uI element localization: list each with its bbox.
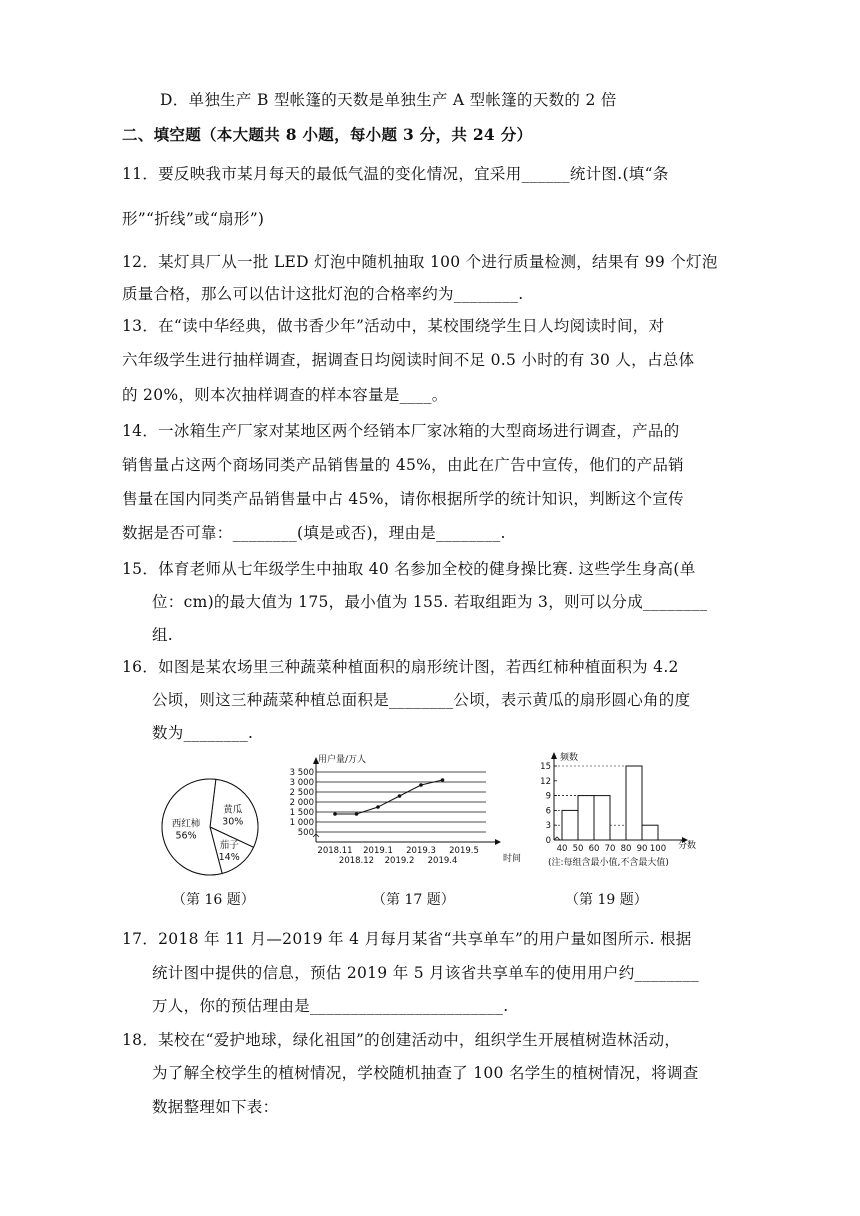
- question-15-line-3: 组.: [152, 626, 174, 644]
- y-tick-label: 1 500: [290, 808, 314, 818]
- caption-fig17: （第 17 题）: [372, 892, 455, 908]
- pie-value-0: 56%: [175, 830, 197, 842]
- caption-fig16: （第 16 题）: [172, 892, 255, 908]
- question-15-line-2: 位：cm)的最大值为 175，最小值为 155. 若取组距为 3，则可以分成________: [152, 593, 708, 611]
- y-tick-label: 3 000: [290, 778, 314, 788]
- y-axis-arrow: [551, 752, 557, 759]
- x-tick-label: 100: [649, 844, 667, 854]
- section-heading: 二、填空题（本大题共 8 小题，每小题 3 分，共 24 分）: [122, 125, 533, 144]
- x-tick-label: 80: [620, 844, 632, 854]
- question-18-line-1: 18．某校在“爱护地球，绿化祖国”的创建活动中，组织学生开展植树造林活动，: [122, 1031, 681, 1049]
- option-d-text: D．单独生产 B 型帐篷的天数是单独生产 A 型帐篷的天数的 2 倍: [160, 91, 617, 109]
- pie-chart-fig16: [150, 770, 270, 890]
- histogram-bar: [578, 796, 594, 840]
- caption-fig19: （第 19 题）: [565, 892, 648, 908]
- data-point: [376, 805, 380, 809]
- question-17-line-1: 17．2018 年 11 月—2019 年 4 月每月某省“共享单车”的用户量如图所示. 根据: [122, 930, 692, 948]
- x-tick-label: 50: [572, 844, 584, 854]
- data-point: [441, 778, 445, 782]
- y-tick-label: 9: [545, 791, 551, 802]
- x-axis-label: 分数: [678, 841, 697, 851]
- y-tick-label: 2 500: [290, 788, 314, 798]
- question-17-line-3: 万人，你的预估理由是________________________.: [152, 997, 509, 1015]
- data-point: [333, 812, 337, 816]
- y-tick-label: 3 500: [290, 768, 314, 778]
- y-tick-label: 12: [540, 776, 551, 787]
- y-tick-label: 15: [540, 762, 551, 772]
- question-14-line-2: 销售量占这两个商场同类产品销售量的 45%，由此在广告中宣传，他们的产品销: [122, 456, 684, 474]
- x-tick-label: 70: [604, 844, 616, 854]
- x-tick-label: 40: [556, 844, 568, 854]
- question-18-line-3: 数据整理如下表：: [152, 1098, 279, 1116]
- question-17-line-2: 统计图中提供的信息，预估 2019 年 5 月该省共享单车的使用用户约________: [152, 964, 699, 982]
- question-15-line-1: 15．体育老师从七年级学生中抽取 40 名参加全校的健身操比赛. 这些学生身高(单: [122, 560, 696, 578]
- question-13-line-3: 的 20%，则本次抽样调查的样本容量是____。: [122, 386, 448, 404]
- histogram-note: (注:每组含最小值,不含最大值): [548, 858, 669, 868]
- pie-value-1: 30%: [222, 816, 244, 828]
- x-tick-label: 2019.4: [427, 856, 458, 866]
- question-14-line-1: 14．一冰箱生产厂家对某地区两个经销本厂家冰箱的大型商场进行调查，产品的: [122, 422, 680, 440]
- question-13-line-2: 六年级学生进行抽样调查，据调查日均阅读时间不足 0.5 小时的有 30 人，占总体: [122, 351, 695, 369]
- x-tick-label: 2019.5: [449, 846, 479, 856]
- question-11-line-1: 11．要反映我市某月每天的最低气温的变化情况，宜采用______统计图.(填“条: [122, 165, 669, 183]
- y-tick-label: 2 000: [290, 798, 314, 808]
- x-tick-label: 2018.11: [317, 846, 353, 856]
- question-13-line-1: 13．在“读中华经典，做书香少年”活动中，某校围绕学生日人均阅读时间，对: [122, 317, 665, 335]
- series-line: [335, 780, 443, 814]
- question-16-line-2: 公顷，则这三种蔬菜种植总面积是________公顷，表示黄瓜的扇形圆心角的度: [152, 691, 691, 709]
- y-tick-label: 6: [545, 806, 551, 817]
- histogram-fig19: [532, 750, 722, 878]
- pie-label-1: 黄瓜: [223, 804, 243, 816]
- x-tick-label: 2019.1: [363, 846, 393, 856]
- data-point: [419, 783, 423, 787]
- y-tick-label: 1 000: [290, 818, 314, 828]
- histogram-bar: [562, 810, 578, 840]
- data-point: [398, 794, 402, 798]
- y-axis-label: 频数: [560, 753, 579, 763]
- question-12-line-2: 质量合格，那么可以估计这批灯泡的合格率约为________.: [122, 285, 524, 303]
- y-tick-label: 500: [297, 828, 314, 838]
- pie-label-2: 茄子: [219, 840, 239, 852]
- histogram-bar: [626, 766, 642, 840]
- x-tick-label: 2019.3: [406, 846, 436, 856]
- x-axis-label: 时间: [503, 854, 522, 864]
- pie-label-0: 西红柿: [171, 818, 201, 830]
- x-tick-label: 90: [636, 844, 648, 854]
- question-12-line-1: 12．某灯具厂从一批 LED 灯泡中随机抽取 100 个进行质量检测，结果有 99 个灯泡: [122, 253, 718, 271]
- line-chart-fig17: [290, 752, 530, 874]
- question-16-line-1: 16．如图是某农场里三种蔬菜种植面积的扇形统计图，若西红柿种植面积为 4.2: [122, 658, 679, 676]
- x-tick-label: 2018.12: [338, 856, 375, 866]
- y-tick-label: 3: [545, 821, 551, 832]
- y-tick-label: 0: [545, 836, 551, 846]
- x-axis-arrow: [495, 839, 501, 845]
- question-14-line-3: 售量在国内同类产品销售量中占 45%，请你根据所学的统计知识，判断这个宣传: [122, 490, 684, 508]
- question-16-line-3: 数为________.: [152, 724, 254, 742]
- question-14-line-4: 数据是否可靠：________(填是或否)，理由是________.: [122, 524, 506, 542]
- question-11-line-2: 形”“折线”或“扇形”): [122, 210, 265, 228]
- histogram-bar: [594, 796, 610, 840]
- data-point: [355, 812, 359, 816]
- x-tick-label: 60: [588, 844, 600, 854]
- pie-value-2: 14%: [218, 852, 240, 864]
- y-axis-label: 用户量/万人: [318, 755, 367, 765]
- histogram-bar: [642, 825, 658, 840]
- x-tick-label: 2019.2: [384, 856, 415, 866]
- question-18-line-2: 为了解全校学生的植树情况，学校随机抽查了 100 名学生的植树情况，将调查: [152, 1064, 699, 1082]
